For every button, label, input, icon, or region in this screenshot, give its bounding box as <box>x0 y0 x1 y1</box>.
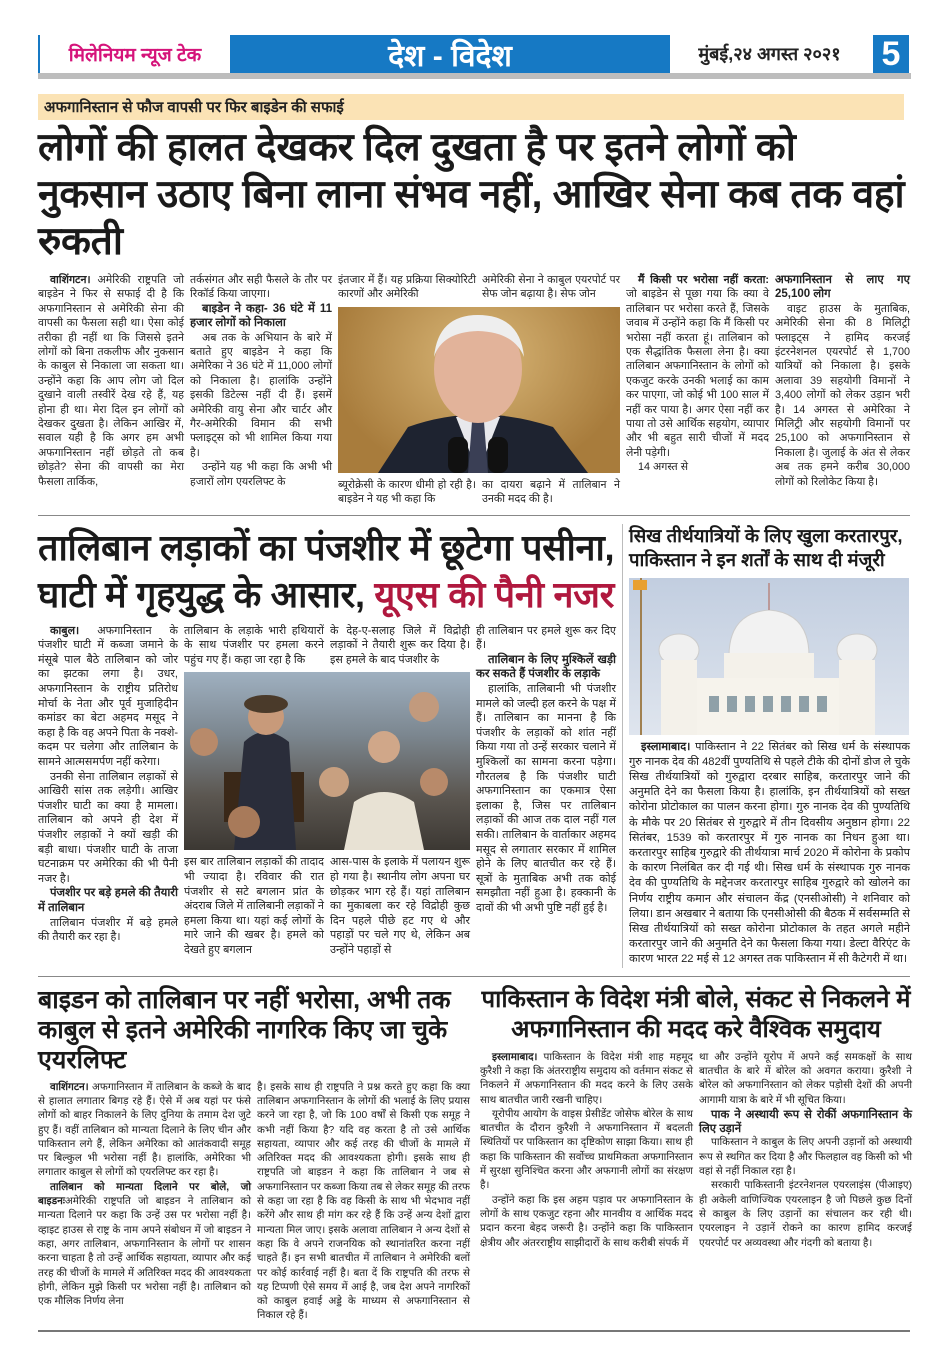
subheading: बाइडेन ने कहा- 36 घंटे में 11 हजार लोगों को निकाला <box>190 302 332 330</box>
page-number: 5 <box>869 35 909 73</box>
paragraph <box>480 1051 693 1108</box>
story1-column-3-bottom <box>338 478 476 507</box>
paragraph-text: अमेरिकी राष्ट्रपति जो बाइडेन ने फिर से सफाई दी है कि अफगानिस्तान से अमेरिकी सेना की वापसी का फैसला सही था। ऐसा कोई तरीका ही नहीं था कि जिससे इतने लोगों को बिना तकलीफ और नुकसान के काबुल से निकाला जा सकता था। उन्होंने कहा कि आप लोग जो दिल दुखाने वाली तस्वीरें देख रहे हैं, यह होना ही था। मेरा दिल इन लोगों को देखकर दुखता है। लेकिन आखिर में, सवाल यही है कि अगर हम अभी अफगानिस्तान नहीं छोड़ते तो कब छोड़ते? सेना की वापसी का मेरा फैसला तार्किक, <box>38 274 184 488</box>
paragraph-text: तालिबान पंजशीर में बड़े हमले की तैयारी कर रहा है। <box>38 916 178 944</box>
story1-column-3-top <box>338 273 476 302</box>
paragraph <box>184 624 324 668</box>
story2-column-3-bottom <box>330 855 470 957</box>
dateline: मैं किसी पर भरोसा नहीं करता: <box>638 274 769 286</box>
paragraph-text: अफगानिस्तान में तालिबान के कब्जे के बाद से हालात लगातार बिगड़ रहे हैं। ऐसे में अब यहां पर फंसे लोगों को बाहर निकालने के लिए दुनिया के तमाम देश जुटे हुए हैं। वहीं तालिबान को मान्यता दिलाने के लिए चीन और पाकिस्तान लगे हैं, लेकिन अमेरिका को आतंकवादी समूह पर बिल्कुल भी भरोसा नहीं है। हालांकि, अमेरिका भी लगातार काबुल से लोगों को एयरलिफ्ट कर रहा है। <box>38 1081 251 1179</box>
dateline: वाशिंगटन। <box>50 274 91 286</box>
paragraph-text: अफगानिस्तान के पंजशीर घाटी में कब्जा जमाने के मंसूबे पाल बैठे तालिबान को जोर का झटका लगा है। उधर, अफगानिस्तान के राष्ट्रीय प्रतिरोध मोर्चा के नेता और पूर्व मुजाहिदीन कमांडर का बेटा अहमद मसूद ने कहा है कि वह अपने पिता के नक्शे-कदम पर चलेगा और तालिबान के सामने आत्मसमर्पण नहीं करेगा। <box>38 624 178 768</box>
dateline: वाशिंगटन। <box>50 1081 89 1093</box>
paragraph <box>629 740 910 968</box>
paragraph <box>38 1181 251 1310</box>
paragraph <box>338 273 476 302</box>
brand-name: मिलेनियम न्यूज टेक <box>68 45 202 66</box>
story2-column-2-bottom <box>184 855 324 957</box>
subheading: अफगानिस्तान से लाए गए 25,100 लोग <box>775 274 910 301</box>
story1-column-2 <box>190 273 332 489</box>
story1-headline: लोगों की हालत देखकर दिल दुखता है पर इतने लोगों को नुकसान उठाए बिना लाना संभव नहीं, आखिर सेना कब तक वहां रुकती <box>38 126 905 263</box>
paragraph <box>38 273 184 489</box>
panjshir-rally-photo <box>184 672 470 850</box>
crowd-image <box>184 672 470 850</box>
gurdwara-image <box>629 578 909 735</box>
paragraph <box>476 624 616 653</box>
story2-column-1 <box>38 624 178 945</box>
story3 <box>629 524 910 968</box>
story2-body <box>38 624 616 958</box>
story3-headline: सिख तीर्थयात्रियों के लिए खुला करतारपुर, पाकिस्तान ने इन शर्तों के साथ दी मंजूरी <box>629 524 903 570</box>
dateline: तालिबान को मान्यता दिलाने पर बोले, जो बाइडनः <box>38 1181 251 1208</box>
paragraph-text: के देह-ए-सलाह जिले में विद्रोही लड़ाकों ने तैयारी शुरू कर दिया है। इस हमले के बाद पंजशीर के <box>330 624 470 666</box>
bottom-band <box>38 985 910 1324</box>
paragraph-text: पाकिस्तान ने काबुल के लिए अपनी उड़ानों को अस्थायी रूप से स्थगित कर दिया है और फिलहाल वह किसी को भी वहां से नहीं निकाल रहा है। <box>699 1137 912 1178</box>
kartarpur-gurdwara-photo <box>629 578 909 735</box>
paragraph-text: आस-पास के इलाके में पलायन शुरू हो गया है। स्थानीय लोग अपना घर छोड़कर भाग रहे हैं। यहां तालिबान का मुकाबला कर रहे विद्रोही कुछ दिन पहले पीछे हट गए थे और पहाड़ों पर चले गए थे, लेकिन अब उन्होंने पहाड़ों से <box>330 856 470 956</box>
paragraph <box>775 302 910 489</box>
paragraph <box>626 460 769 474</box>
paragraph <box>482 478 620 507</box>
story4-headline: बाइडन को तालिबान पर नहीं भरोसा, अभी तक काबुल से इतने अमेरिकी नागरिक किए जा चुके एयरलिफ्ट <box>38 985 451 1074</box>
story4-column-1 <box>38 1081 251 1310</box>
paragraph <box>482 273 620 302</box>
section-title: देश - विदेश <box>230 35 670 73</box>
paragraph <box>480 1108 693 1194</box>
story5-column-2 <box>699 1051 912 1251</box>
paragraph-text: उन्होंने कहा कि इस अहम पड़ाव पर अफगानिस्तान के लोगों के साथ एकजुट रहना और मानवीय व आर्थिक मदद प्रदान करना बेहद जरूरी है। उन्होंने कहा कि पाकिस्तान क्षेत्रीय और अंतरराष्ट्रीय साझीदारों के साथ करीबी संपर्क में <box>480 1194 693 1249</box>
dateline: इस्लामाबाद। <box>492 1051 538 1063</box>
paragraph-text: इंतजार में हैं। यह प्रक्रिया सिक्योरिटी कारणों और अमेरिकी <box>338 274 476 301</box>
story4-body <box>38 1081 470 1324</box>
story1-column-6 <box>775 273 910 489</box>
subheading: तालिबान के लिए मुश्किलें खड़ी कर सकते हैं पंजशीर के लड़ाके <box>476 653 616 681</box>
story5-column-1 <box>480 1051 693 1251</box>
masthead <box>38 35 911 73</box>
story3-body <box>629 740 910 968</box>
paragraph <box>699 1179 912 1250</box>
paragraph-text: अमेरिकी सेना ने काबुल एयरपोर्ट पर सेफ जोन बढ़ाया है। सेफ जोन <box>482 274 620 301</box>
story1-column-5 <box>626 273 769 475</box>
dateline: काबुल। <box>50 624 80 637</box>
story2-photo-top-text <box>184 624 470 668</box>
middle-band <box>38 524 910 968</box>
paragraph <box>38 1081 251 1181</box>
dateline: इस्लामाबाद। <box>641 740 691 753</box>
paragraph-text: पाकिस्तान ने 22 सितंबर को सिख धर्म के संस्थापक गुरु नानक देव की 482वीं पुण्यतिथि से पहले टीके की दोनों डोज ले चुके सिख तीर्थयात्रियों को गुरुद्वारा दरबार साहिब, करतारपुर जाने की अनुमति देने का फैसला किया है। हालांकि, इन तीर्थयात्रियों को सख्त कोरोना प्रोटोकाल का पालन करना होगा। गुरु नानक देव की पुण्यतिथि के मौके पर 20 सितंबर से गुरुद्वारे में तीन दिवसीय अनुष्ठान होगा। 22 सितंबर, 1539 को करतारपुर में गुरु नानक का निधन हुआ था। करतारपुर साहिब गुरुद्वारे की तीर्थयात्रा मार्च 2020 में कोरोना के प्रकोप के कारण निलंबित कर दी गई थी। सिख धर्म के संस्थापक गुरु नानक देव की पुण्यतिथि के मद्देनजर करतारपुर साहिब गुरुद्वारे को खोलने का निर्णय राष्ट्रीय कमान और संचालन केंद्र (एनसीओसी) ने शनिवार को लिया। डान अखबार ने बताया कि एनसीओसी की बैठक में सर्वसम्मति से सिख तीर्थयात्रियों को सख्त कोरोना प्रोटोकाल के तहत अगले महीने करतारपुर जाने की अनुमति देने का फैसला किया गया। डेल्टा वैरिएंट के कारण भारत 22 मई से 12 अगस्त तक पाकिस्तान में सी कैटेगरी में था। <box>629 740 910 966</box>
story2-headline <box>38 524 616 618</box>
paragraph-text: तर्कसंगत और सही फैसले के तौर पर रिकॉर्ड किया जाएगा। <box>190 274 332 301</box>
paragraph <box>480 1194 693 1251</box>
story2-column-2-top <box>184 624 324 668</box>
story2 <box>38 524 616 958</box>
paragraph-text: इस बार तालिबान लड़ाकों की तादाद भी ज्यादा है। रविवार की रात पंजशीर से सटे बगलान प्रांत के अंदराब जिले में तालिबानी लड़ाकों ने हमला किया था। यहां कई लोगों के मारे जाने की खबर है। हमले को देखते हुए बगलान <box>184 856 324 956</box>
paragraph-text: पाकिस्तान के विदेश मंत्री शाह महमूद कुरैशी ने कहा कि अंतरराष्ट्रीय समुदाय को वर्तमान संकट से निकलने में अफगानिस्तान की मदद करने के लिए उसके साथ बातचीत जारी रखनी चाहिए। <box>480 1051 693 1106</box>
paragraph-text: अब तक के अभियान के बारे में बताते हुए बाइडेन ने कहा कि अमेरिका ने 36 घंटे में 11,000 लोगों को निकाला है। हालांकि उन्होंने इसकी डिटेल्स नहीं दी हैं। इसमें अमेरिकी वायु सेना और चार्टर और गैर-अमेरिकी विमान की सभी फ्लाइट्स को भी शामिल किया गया है। <box>190 331 332 459</box>
paragraph-text: हालांकि, तालिबानी भी पंजशीर मामले को जल्दी हल करने के पक्ष में हैं। तालिबान का मानना है कि पंजशीर के लड़ाकों को शांत नहीं किया गया तो उन्हें सरकार चलाने में मुश्किलों का सामना करना पड़ेगा। गौरतलब है कि पंजशीर घाटी अफगानिस्तान का एकमात्र ऐसा इलाका है, जिस पर तालिबान लड़ाकों की आज तक दाल नहीं गल सकी। तालिबान के वार्ताकार अहमद मसूद से लगातार सरकार में शामिल होने के लिए बातचीत कर रहे हैं। सूत्रों के मुताबिक अभी तक कोई समझौता नहीं हुआ है। हक्कानी के दावों की भी अभी पुष्टि नहीं हुई है। <box>476 683 616 914</box>
paragraph-text: सरकारी पाकिस्तानी इंटरनेशनल एयरलाइंस (पीआइए) ही अकेली वाणिज्यिक एयरलाइन है जो पिछले कुछ दिनों से काबुल के लिए उड़ानों का संचालन कर रही थी। एयरलाइन ने उड़ानें रोकने का कारण हामिद करजई एयरपोर्ट पर अव्यवस्था और गंदगी को बताया है। <box>699 1180 912 1249</box>
paragraph <box>257 1081 470 1324</box>
paragraph <box>190 273 332 302</box>
paragraph-text: 14 अगस्त से <box>638 461 688 474</box>
paragraph-text: अमेरिकी राष्ट्रपति जो बाइडन ने तालिबान को मान्यता दिलाने पर कहा कि उन्हें उस पर भरोसा नहीं है। व्हाइट हाउस से राष्ट्र के नाम अपने संबोधन में जो बाइडन ने कहा, अगर तालिबान, अफगानिस्तान के लोगों पर शासन करना चाहता है तो उन्हें आर्थिक सहायता, व्यापार और कई तरह की चीजों के मामले में अतिरिक्त मदद की आवश्यकता होगी, लेकिन मुझे किसी पर भरोसा नहीं है। तालिबान को एक मौलिक निर्णय लेना <box>38 1196 251 1308</box>
story1-body <box>38 273 910 507</box>
story1-kicker: अफगानिस्तान से फौज वापसी पर फिर बाइडेन की सफाई <box>38 94 904 120</box>
paragraph <box>699 1051 912 1108</box>
paragraph <box>330 855 470 957</box>
paragraph <box>38 624 178 770</box>
column-divider <box>622 524 623 968</box>
story5 <box>480 985 912 1251</box>
story1-photo-block <box>338 273 620 507</box>
divider <box>38 515 910 516</box>
story2-column-3-top <box>330 624 470 668</box>
paragraph <box>338 478 476 507</box>
divider <box>38 976 910 977</box>
story4-column-2 <box>257 1081 470 1324</box>
paragraph <box>330 624 470 668</box>
story1-column-1 <box>38 273 184 489</box>
paragraph-text: वाइट हाउस के मुताबिक, अमेरिकी सेना की 8 मिलिट्री फ्लाइट्स ने हामिद करजई इंटरनेशनल एयरपोर्ट से 1,700 यात्रियों को निकाला है। इसके अलावा 39 सहयोगी विमानों ने 3,400 लोगों को लेकर उड़ान भरी है। 14 अगस्त से अमेरिका ने मिलिट्री और सहयोगी विमानों पर 25,100 को अफगानिस्तान से निकाला है। जुलाई के अंत से लेकर अब तक हमने करीब 30,000 लोगों को रिलोकेट किया है। <box>775 302 910 488</box>
edition-date: मुंबई,२४ अगस्त २०२१ <box>698 44 841 64</box>
paragraph-text: है। इसके साथ ही राष्ट्रपति ने प्रश्न करते हुए कहा कि क्या तालिबान अफगानिस्तान के लोगों की भलाई के लिए प्रयास करने जा रहा है, जो कि 100 वर्षों से किसी एक समूह ने कभी नहीं किया है? यदि वह करता है तो उसे आर्थिक सहायता, व्यापार और कई तरह की चीजों के मामले में अतिरिक्त मदद की आवश्यकता होगी। इसके साथ ही राष्ट्रपति जो बाइडन ने कहा कि तालिबान ने जब से अफगानिस्तान पर कब्जा किया तब से लेकर समूह की तरफ से कहा जा रहा है कि वह किसी के साथ भी भेदभाव नहीं करेंगे और साथ ही मांग कर रहे हैं कि उन्हें अन्य देशों द्वारा मान्यता मिल जाए। इसके अलावा तालिबान ने अन्य देशों से कहा कि वे अपने राजनयिक को स्थानांतरित करना नहीं चाहते हैं। इन सभी बातचीत में तालिबान ने अमेरिकी बलों पर कोई कार्रवाई नहीं है। बता दें कि राष्ट्रपति की तरफ से यह टिप्पणी ऐसे समय में आई है, जब देश अपने नागरिकों को काबुल हवाई अड्डे के माध्यम से अफगानिस्तान से निकाल रहे हैं। <box>257 1081 470 1322</box>
story1-column-4-top <box>482 273 620 302</box>
paragraph <box>476 682 616 916</box>
paragraph-text: उनकी सेना तालिबान लड़ाकों से आखिरी सांस तक लड़ेगी। आखिर पंजशीर घाटी का क्या है मामला। तालिबान को अपने ही देश में पंजशीर लड़ाकों ने क्यों खड़ी की बड़ी बाधा। पंजशीर घाटी के ताजा घटनाक्रम पर अमेरिका की भी पैनी नजर है। <box>38 770 178 885</box>
paragraph-text: जो बाइडेन से पूछा गया कि क्या वे तालिबान पर भरोसा करते हैं, जिसके जवाब में उन्होंने कहा कि मैं किसी पर भरोसा नहीं करता हूं। तालिबान को एक सैद्धांतिक फैसला लेना है। क्या तालिबान अफगानिस्तान के लोगों को एकजुट करके उनकी भलाई का काम कर पाएगा, जो कोई भी 100 साल में नहीं कर पाया है। अगर ऐसा नहीं कर पाया तो उसे आर्थिक सहयोग, व्यापार और भी बहुत सारी चीजों में मदद लेनी पड़ेगी। <box>626 288 769 459</box>
paragraph-text: ब्यूरोक्रेसी के कारण धीमी हो रही है। बाइडेन ने यह भी कहा कि <box>338 478 476 506</box>
story2-headline-main: तालिबान लड़ाकों का पंजशीर में छूटेगा पसीना, घाटी में गृहयुद्ध के आसार, <box>38 526 615 615</box>
story5-body <box>480 1051 912 1251</box>
paragraph-text: यूरोपीय आयोग के वाइस प्रेसीडेंट जोसेफ बोरेल के साथ बातचीत के दौरान कुरैशी ने अफगानिस्तान में बदलती स्थितियों पर पाकिस्तान का दृष्टिकोण साझा किया। साथ ही कहा कि पाकिस्तान की सर्वोच्च प्राथमिकता अफगानिस्तान में सुरक्षा सुनिश्चित करना और अफगानी लोगों का संरक्षण है। <box>480 1108 693 1192</box>
paragraph-text: था और उन्होंने यूरोप में अपने कई समकक्षों के साथ बातचीत के बारे में बोरेल को अवगत कराया। कुरैशी ने बोरेल को अफगानिस्तान को लेकर पड़ोसी देशों की अपनी आगामी यात्रा के बारे में भी सूचित किया। <box>699 1051 912 1106</box>
paragraph-text: उन्होंने यह भी कहा कि अभी भी हजारों लोग एयरलिफ्ट के <box>190 461 332 488</box>
paragraph-text: का दायरा बढ़ाने में तालिबान ने उनकी मदद की है। <box>482 478 620 506</box>
story2-photo-bottom-text <box>184 855 470 957</box>
paragraph <box>184 855 324 957</box>
paragraph <box>190 331 332 461</box>
paragraph <box>38 770 178 887</box>
paragraph <box>699 1136 912 1179</box>
story4 <box>38 985 470 1324</box>
story5-headline: पाकिस्तान के विदेश मंत्री बोले, संकट से निकलने में अफगानिस्तान की मदद करे वैश्विक समुदाय <box>481 985 911 1043</box>
story1-photo-top-text <box>338 273 620 302</box>
paragraph <box>190 460 332 489</box>
story1-photo-bottom-text <box>338 478 620 507</box>
paragraph <box>38 916 178 945</box>
paragraph-text: तालिबान के लड़ाके भारी हथियारों के साथ पंजशीर पर हमला करने पहुंच गए हैं। कहा जा रहा है कि <box>184 624 324 666</box>
paragraph <box>626 273 769 460</box>
paragraph-text: ही तालिबान पर हमले शुरू कर दिए हैं। <box>476 624 616 652</box>
story2-photo-block <box>184 624 470 958</box>
page-bottom-rule <box>38 1330 910 1332</box>
story1-column-4-bottom <box>482 478 620 507</box>
biden-figure-image <box>338 307 620 473</box>
subheading: पंजशीर पर बड़े हमले की तैयारी में तालिबान <box>38 887 178 914</box>
story2-column-4 <box>476 624 616 916</box>
subheading: पाक ने अस्थायी रूप से रोकीं अफगानिस्तान के लिए उड़ानें <box>699 1108 912 1136</box>
story2-headline-highlight: यूएस की पैनी नजर <box>374 573 615 615</box>
biden-photo <box>338 307 620 473</box>
